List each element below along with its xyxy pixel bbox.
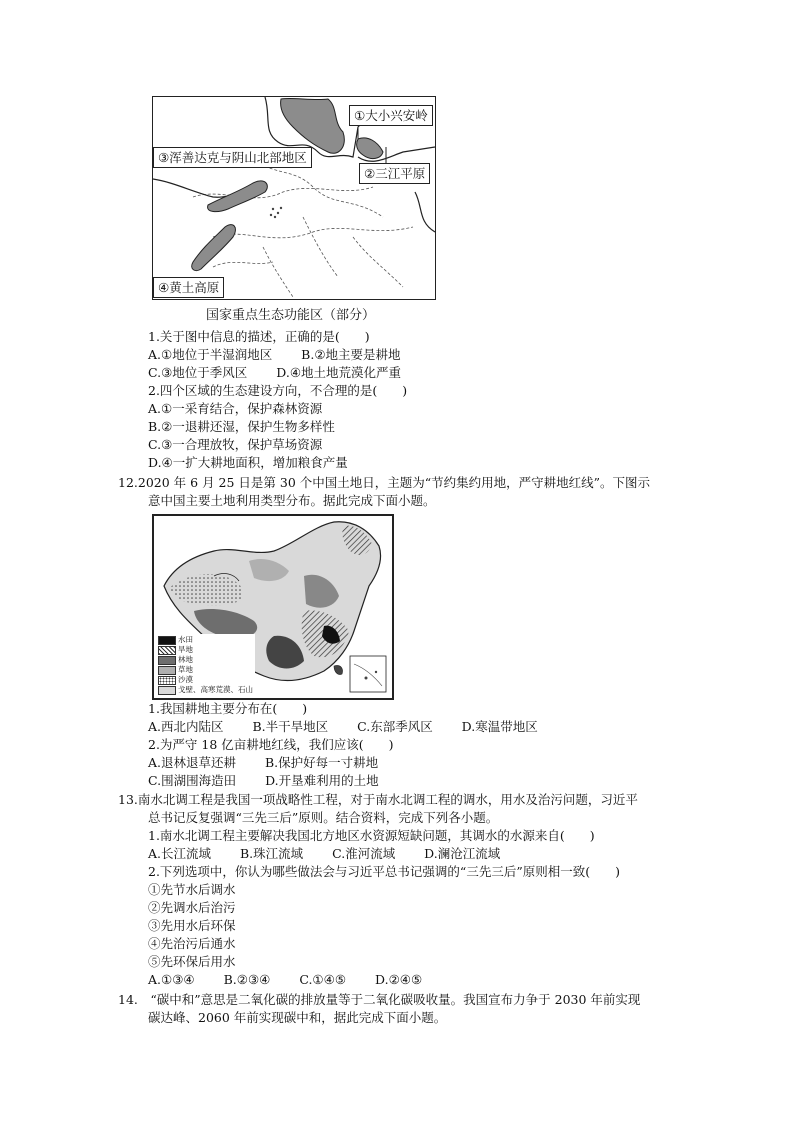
legend-item — [158, 655, 253, 665]
legend-label: 草地 — [178, 665, 193, 674]
legend-label: 水田 — [178, 635, 193, 644]
ecological-zones-map-drawing — [153, 97, 435, 299]
label-zone-4: ④黄土高原 — [153, 277, 224, 298]
q12-sub2-options-row1: A.退林退草还耕 B.保护好每一寸耕地 — [148, 755, 379, 770]
q12-intro-line1: 12.2020 年 6 月 25 日是第 30 个中国土地日，主题为“节约集约用地，严守耕地红线”。下图示 — [118, 475, 651, 490]
land-use-legend — [156, 634, 255, 696]
q11-sub2-option-b: B.②一退耕还湿，保护生物多样性 — [148, 419, 335, 434]
q13-sub2-item-5: ⑤先环保后用水 — [148, 954, 236, 969]
q14-intro-line2: 碳达峰、2060 年前实现碳中和，据此完成下面小题。 — [148, 1010, 447, 1025]
q13-sub2-item-2: ②先调水后治污 — [148, 900, 236, 915]
q13-sub2-stem: 2.下列选项中，你认为哪些做法会与习近平总书记强调的“三先三后”原则相一致( ) — [148, 864, 620, 879]
q13-sub1-options-row1: A.长江流域 B.珠江流域 C.淮河流域 D.澜沧江流域 — [148, 846, 501, 861]
q14-intro-line1: 14. “碳中和”意思是二氧化碳的排放量等于二氧化碳吸收量。我国宣布力争于 2030 年前实现 — [118, 992, 641, 1007]
q13-intro-line1: 13.南水北调工程是我国一项战略性工程，对于南水北调工程的调水，用水及治污问题，习近平 — [118, 792, 638, 807]
label-zone-2: ②三江平原 — [359, 163, 430, 184]
q11-sub2-option-c: C.③一合理放牧，保护草场资源 — [148, 437, 323, 452]
q13-intro-line2: 总书记反复强调“三先三后”原则。结合资料，完成下列各小题。 — [148, 810, 499, 825]
legend-item — [158, 645, 253, 655]
q11-sub1-options-row2: C.③地位于季风区 D.④地土地荒漠化严重 — [148, 365, 402, 380]
legend-item — [158, 635, 253, 645]
q13-sub2-answers: A.①③④ B.②③④ C.①④⑤ D.②④⑤ — [148, 972, 423, 987]
label-zone-1: ①大小兴安岭 — [349, 105, 433, 126]
q13-sub2-item-1: ①先节水后调水 — [148, 882, 236, 897]
q12-sub2-options-row2: C.围湖围海造田 D.开垦难利用的土地 — [148, 773, 379, 788]
legend-item — [158, 685, 253, 695]
zone-4-shape — [192, 225, 236, 271]
legend-label: 旱地 — [178, 645, 193, 654]
q12-sub2-stem: 2.为严守 18 亿亩耕地红线，我们应该( ) — [148, 737, 394, 752]
q11-sub1-options-row1: A.①地位于半湿润地区 B.②地主要是耕地 — [148, 347, 401, 362]
q13-sub1-stem: 1.南水北调工程主要解决我国北方地区水资源短缺问题，其调水的水源来自( ) — [148, 828, 595, 843]
land-use-map — [152, 514, 394, 700]
q11-sub2-option-a: A.①一采育结合，保护森林资源 — [148, 401, 323, 416]
zone-1-shape — [281, 98, 345, 153]
zone-2-shape — [357, 138, 383, 159]
legend-label: 林地 — [178, 655, 193, 664]
q13-sub2-item-4: ④先治污后通水 — [148, 936, 236, 951]
q12-sub1-options-row1: A.西北内陆区 B.半干旱地区 C.东部季风区 D.寒温带地区 — [148, 719, 538, 734]
legend-label: 戈壁、高寒荒漠、石山 — [178, 685, 253, 694]
zone-3-shape — [208, 181, 268, 212]
legend-label: 沙漠 — [178, 675, 193, 684]
map1-caption: 国家重点生态功能区（部分） — [206, 308, 376, 323]
q11-sub2-option-d: D.④一扩大耕地面积，增加粮食产量 — [148, 455, 348, 470]
q13-sub2-item-3: ③先用水后环保 — [148, 918, 236, 933]
legend-item — [158, 675, 253, 685]
q11-sub1-stem: 1.关于图中信息的描述，正确的是( ) — [148, 329, 370, 344]
q11-sub2-stem: 2.四个区域的生态建设方向，不合理的是( ) — [148, 383, 408, 398]
legend-item — [158, 665, 253, 675]
ecological-zones-map — [152, 96, 436, 300]
label-zone-3: ③浑善达克与阴山北部地区 — [153, 147, 312, 168]
q12-intro-line2: 意中国主要土地利用类型分布。据此完成下面小题。 — [148, 493, 436, 508]
q12-sub1-stem: 1.我国耕地主要分布在( ) — [148, 701, 308, 716]
